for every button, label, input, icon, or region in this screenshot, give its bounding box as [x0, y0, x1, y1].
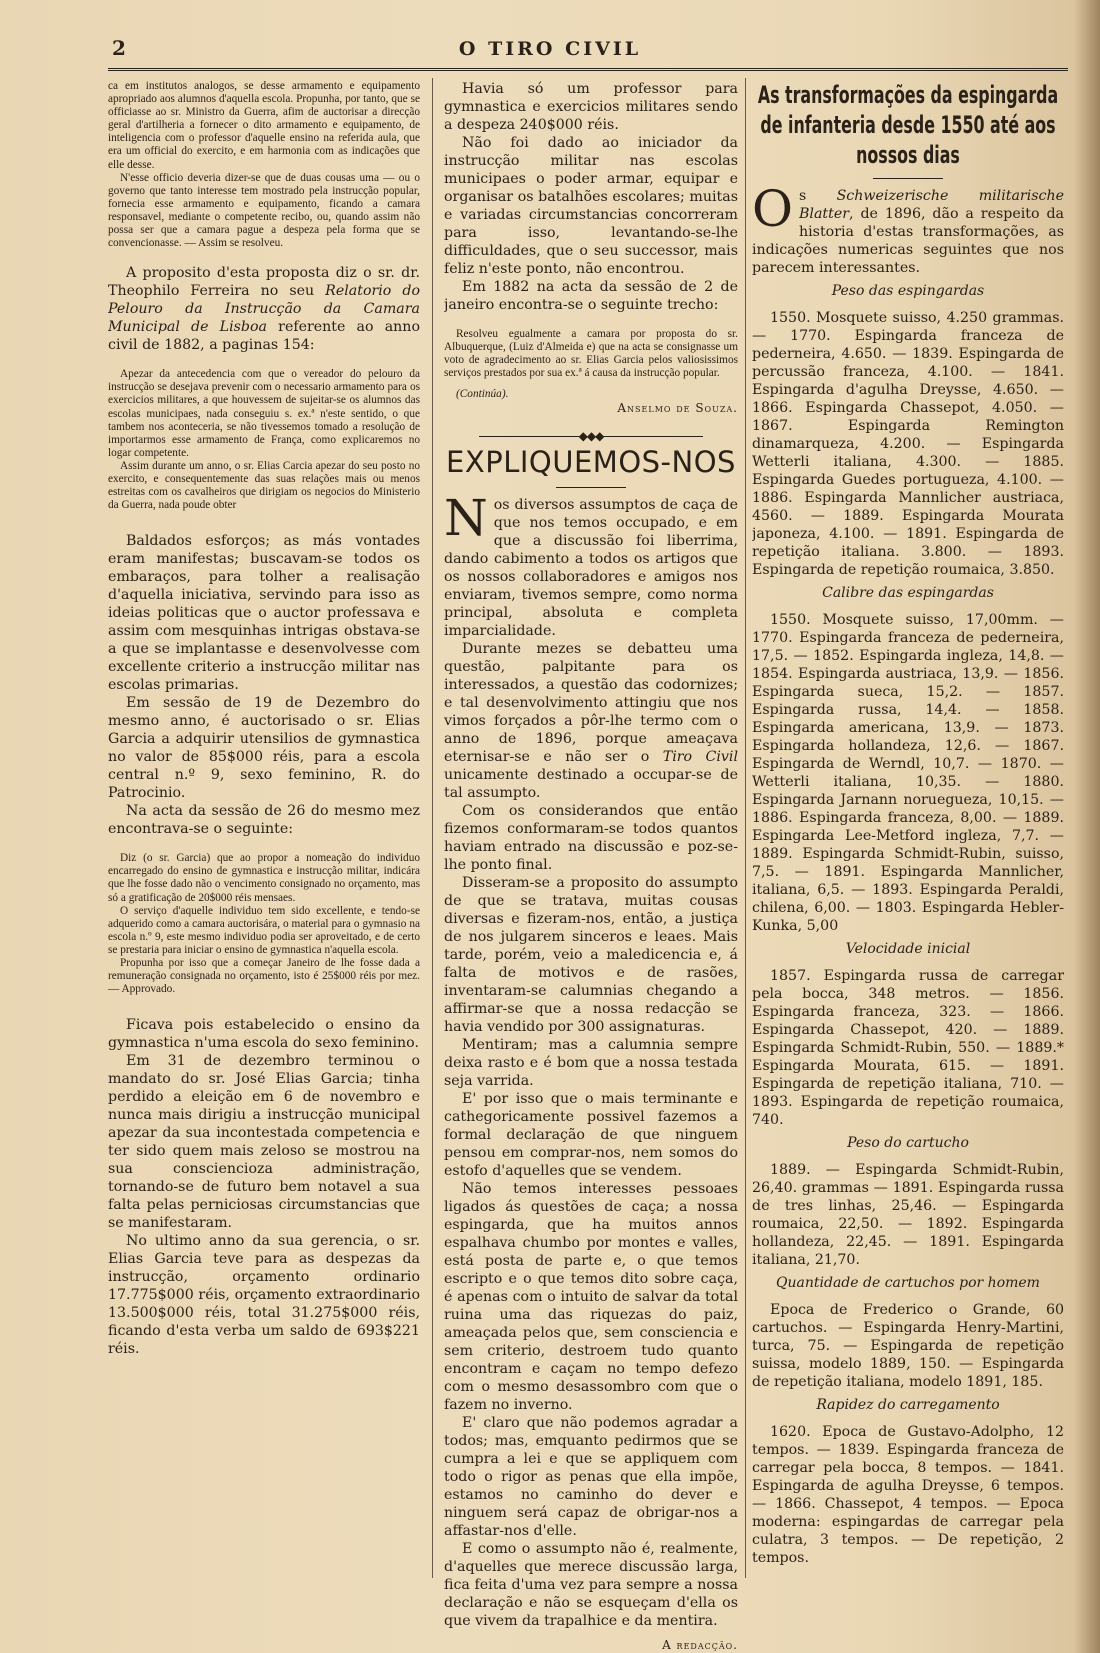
- paragraph: Em 31 de dezembro terminou o mandato do sr. José Elias Garcia; tinha perdido a eleição em 6 de novembro e nunca mais dirigiu a instrucção municipal apezar da sua incontestada competencia e ter sido quem mais zeloso se mostrou na sua consciencioza administração, tornando-se de futuro bem notavel a sua falta pelas perniciosas circumstancias que se manifestaram.: [108, 1053, 420, 1232]
- paragraph: Disseram-se a proposito do assumpto de que se tratava, muitas cousas diversas e fizeram-nos, então, a justiça de nos julgarem sinceros e leaes. Mais tarde, porém, veio a maledicencia e, á falta de motivos e de rasões, inventaram-se calumnias chegando a affirmar-se que a nossa redacção se havia vendido por 300 assignaturas.: [444, 875, 738, 1036]
- paragraph: E como o assumpto não é, realmente, d'aquelles que merece discussão larga, fica feita d'uma vez para sempre a nossa declaração e não se esqueçam d'ella os que vivem da trapalhice e da mentira.: [444, 1541, 738, 1630]
- column-divider: [432, 78, 433, 1578]
- drop-cap: O: [752, 180, 793, 238]
- paragraph: Baldados esforços; as más vontades eram manifestas; buscavam-se todos os embaraços, para tolher a realisação d'aquella iniciativa, servindo para isso as ideias politicas que o auctor professava e assim com mesquinhas intrigas obstava-se a que se implantasse e desenvolvesse com excellente criterio a instrucção militar nas escolas primarias.: [108, 533, 420, 694]
- drop-cap: N: [444, 489, 488, 548]
- paragraph: E' claro que não podemos agradar a todos; mas, emquanto pedirmos que se cumpra a lei e que se appliquem com todo o rigor as penas que ella impõe, estamos no caminho do dever e ninguem será capaz de obrigar-nos a affastar-nos d'elle.: [444, 1415, 738, 1540]
- header-rule: [108, 68, 1068, 71]
- paragraph: Ficava pois estabelecido o ensino da gymnastica n'uma escola do sexo feminino.: [108, 1017, 420, 1052]
- page-edge-shadow: [1074, 0, 1100, 1653]
- page-number: 2: [112, 36, 126, 60]
- column-divider: [745, 78, 746, 1578]
- continua-note: (Continúa).: [456, 388, 509, 401]
- quoted-paragraph: Propunha por isso que a começar Janeiro de lhe fosse dada a remuneração consignada no orçamento, isto é 25$000 réis por mez. — Approvado.: [108, 957, 420, 996]
- column-3: [752, 80, 1064, 1567]
- paragraph: Nos diversos assumptos de caça de que nos temos occupado, e em que a discussão foi liberrima, dando cabimento a todos os artigos que os nossos collaboradores e amigos nos enviaram, tivemos sempre, como norma principal, absoluta e completa imparcialidade.: [444, 489, 738, 640]
- paragraph: No ultimo anno da sua gerencia, o sr. Elias Garcia teve para as despezas da instrucção, orçamento ordinario 17.775$000 réis, orçamento extraordinario 13.500$000 réis, total 31.275$000 réis, ficando d'esta verba um saldo de 693$221 réis.: [108, 1233, 420, 1358]
- masthead-title: O TIRO CIVIL: [458, 38, 642, 60]
- section-title: Calibre das espingardas: [822, 585, 994, 601]
- section-ornament: ◆◆◆: [444, 429, 738, 443]
- article-headline: EXPLIQUEMOS-NOS: [446, 445, 736, 480]
- section-title: Velocidade inicial: [845, 941, 971, 957]
- paragraph: ca em institutos analogos, se desse armamento e equipamento apropriado aos alumnos d'aquella escola. Propunha, por tanto, que se officiasse ao sr. Ministro da Guerra, afim de auctorisar a direcção geral d'artilheria a fornecer o dito armamento e equipamento, de inteligencia com o professor d'aquelle ensino na referida aula, que era um official do exercito, e em harmonia com as indicações que elle desse.: [108, 80, 420, 171]
- paragraph: 1857. Espingarda russa de carregar pela bocca, 348 metros. — 1856. Espingarda franceza, 323. — 1866. Espingarda Chassepot, 420. — 1889. Espingarda Schmidt-Rubin, 550. — 1889.* Espingarda Mourata, 615. — 1891. Espingarda de repetição italiana, 710. — 1893. Espingarda de repetição roumaica, 740.: [752, 968, 1064, 1128]
- paragraph: Em 1882 na acta da sessão de 2 de janeiro encontra-se o seguinte trecho:: [444, 279, 738, 313]
- column-1: [108, 80, 420, 1358]
- article-headline: As transformações da espingarda de infanteria desde 1550 até aos nossos dias: [757, 81, 1059, 169]
- quoted-paragraph: Apezar da antecedencia com que o vereador do pelouro da instrucção se desejava prevenir com o necessario armamento para os exercicios militares, a que houvessem de sujeitar-se os alumnos das escolas municipaes, nada conseguiu s. ex.ª n'este sentido, o que tambem nos aconteceria, se não tivessemos tomado a resolução de importarmos esse armamento de França, como explicaremos no logar competente.: [108, 368, 420, 459]
- paragraph: 1550. Mosquete suisso, 17,00mm. — 1770. Espingarda franceza de pederneira, 17,5. — 1852. Espingarda ingleza, 14,8. — 1854. Espingarda austriaca, 13,9. — 1856. Espingarda sueca, 15,2. — 1857. Espingarda russa, 14,4. — 1858. Espingarda americana, 13,9. — 1873. Espingarda hollandeza, 12,6. — 1867. Espingarda de Werndl, 10,7. — 1870. — Wetterli italiana, 10,35. — 1880. Espingarda Jarnann norueguеza, 10,15. — 1886. Espingarda franceza, 8,00. — 1889. Espingarda Lee-Metford ingleza, 7,7. — 1889. Espingarda Schmidt-Rubin, suisso, 7,5. — 1891. Espingarda Mannlicher, italiana, 6,5. — 1893. Espingarda Peraldi, chilena, 6,00. — 1803. Espingarda Hebler-Kunka, 5,00: [752, 612, 1064, 934]
- paragraph: 1550. Mosquete suisso, 4.250 grammas. — 1770. Espingarda franceza de pederneira, 4.650. — 1839. Espingarda de percussão franceza, 4.100. — 1841. Espingarda d'agulha Dreysse, 4.650. — 1866. Espingarda Chassepot, 4.050. — 1867. Espingarda Remington dinamarqueza, 4.200. — Espingarda Wetterli italiana, 4.300. — 1885. Espingarda Guedes portugueza, 4.100. — 1886. Espingarda Mannlicher austriaca, 4560. — 1889. Espingarda Mourata japoneza, 4.100. — 1891. Espingarda de repetição italiana. 3.800. — 1893. Espingarda de repetição roumaica, 3.850.: [752, 310, 1064, 578]
- paragraph: Não foi dado ao iniciador da instrucção militar nas escolas municipaes o poder armar, equipar e organisar os batalhões escolares; muitas e variadas circumstancias concorreram para isso, levantando-se-lhe difficuldades, que o seu successor, mais feliz n'este ponto, não encontrou.: [444, 135, 738, 277]
- paragraph: Na acta da sessão de 26 do mesmo mez encontrava-se o seguinte:: [108, 803, 420, 838]
- quoted-paragraph: Assim durante um anno, o sr. Elias Carcia apezar do seu posto no exercito, e consequentemente das suas relações mais ou menos estreitas com os cavalheiros que dirigiam os negocios do Ministerio da Guerra, nada poude obter: [108, 459, 420, 512]
- quoted-paragraph: O serviço d'aquelle individuo tem sido excellente, e tendo-se adquerido como a camara auctorisára, o material para o gymnasio na escola n.º 9, este mesmo individuo podia ser aproveitado, e de certo se prestaria para iniciar o ensino de gymnastica n'aquella escola.: [108, 904, 420, 956]
- paragraph: 1620. Epoca de Gustavo-Adolpho, 12 tempos. — 1839. Espingarda franceza de carregar pela bocca, 8 tempos. — 1841. Espingarda de agulha Dreysse, 6 tempos. — 1866. Chassepot, 4 tempos. — Epoca moderna: espingardas de carregar pela culatra, 3 tempos. — De repetição, 2 tempos.: [752, 1424, 1064, 1566]
- column-2: [444, 80, 738, 1652]
- paragraph: Em sessão de 19 de Dezembro do mesmo anno, é auctorisado o sr. Elias Garcia a adquirir utensilios de gymnastica no valor de 85$000 réis, para a escola central n.º 9, sexo feminino, R. do Patrocinio.: [108, 695, 420, 802]
- quoted-paragraph: Diz (o sr. Garcia) que ao propor a nomeação do individuo encarregado do ensino de gymnastica e instrucção militar, indicára que lhe fosse dado não o vencimento consignado no orçamento, mas só a gratificação de 20$000 réis mensaes.: [108, 852, 420, 904]
- section-title: Peso do cartucho: [847, 1135, 969, 1151]
- paragraph: E' por isso que o mais terminante e cathegoricamente possivel fazemos a formal declaração de que ninguem pensou em comprar-nos, nem somos do estofo d'aquelles que se vendem.: [444, 1091, 738, 1180]
- paragraph: A proposito d'esta proposta diz o sr. dr. Theophilo Ferreira no seu Relatorio do Pelouro da Instrucção da Camara Municipal de Lisboa referente ao anno civil de 1882, a paginas 154:: [108, 265, 420, 354]
- paragraph: Havia só um professor para gymnastica e exercicios militares sendo a despeza 240$000 réis.: [444, 81, 738, 133]
- paragraph: Epoca de Frederico o Grande, 60 cartuchos. — Espingarda Henry-Martini, turca, 75. — Espingarda de repetição suissa, modelo 1889, 150. — Espingarda de repetição italiana, modelo 1891, 185.: [752, 1302, 1064, 1390]
- paragraph: Durante mezes se debatteu uma questão, palpitante para os interessados, a questão das codornizes; e tal desenvolvimento attingiu que nos vimos forçados a pôr-lhe termo com o anno de 1896, porque ameaçava eternisar-se e não ser o Tiro Civil unicamente destinado a occupar-se de tal assumpto.: [444, 641, 738, 802]
- paragraph: Os Schweizerische militarische Blatter, de 1896, dão a respeito da historia d'estas transformações, as indicações numericas seguintes que nos parecem interessantes.: [752, 180, 1064, 276]
- section-title: Peso das espingardas: [831, 283, 985, 299]
- paragraph: Mentiram; mas a calumnia sempre deixa rasto e é bom que a nossa testada seja varrida.: [444, 1037, 738, 1090]
- paragraph: 1889. — Espingarda Schmidt-Rubin, 26,40. grammas — 1891. Espingarda russa de tres linhas, 25,46. — Espingarda roumaica, 22,50. — 1892. Espingarda hollandeza, 22,45. — 1891. Espingarda italiana, 21,70.: [752, 1162, 1064, 1268]
- section-title: Rapidez do carregamento: [816, 1397, 1000, 1413]
- editorial-signature: A redacção.: [662, 1638, 738, 1653]
- paragraph: N'esse officio deveria dizer-se que de duas cousas uma — ou o governo que tanto interesse tem mostrado pela instrucção popular, fornecia esse armamento e equipamento, ficando a camara responsavel, mediante o competente recibo, ou, quando assim não possa ser que a camara pague a despeza pela forma que se convencionasse. — Assim se resolveu.: [108, 171, 420, 250]
- quoted-paragraph: Resolveu egualmente a camara por proposta do sr. Albuquerque, (Luiz d'Almeida e) que na acta se consignasse um voto de agradecimento ao sr. Elias Garcia pelos valiosissimos serviços prestados por sua ex.ª á causa da instrucção popular.: [444, 328, 738, 380]
- paragraph: Não temos interesses pessoaes ligados ás questões de caça; a nossa espingarda, que ha muitos annos espalhava chumbo por montes e valles, está posta de parte e, o que temos escripto e o que temos dito sobre caça, é apenas com o intuito de salvar da total ruina uma das riquezas do paiz, ameaçada pelos que, sem consciencia e sem criterio, destroem tudo quanto encontram e caçam no tempo defezo com o mesmo desassombro com que o fazem no inverno.: [444, 1181, 738, 1414]
- divider: [556, 487, 626, 488]
- paragraph: Com os considerandos que então fizemos conformaram-se todos quantos haviam entrado na discussão e poz-se-lhe ponto final.: [444, 803, 738, 874]
- author-signature: Anselmo de Souza.: [617, 401, 738, 416]
- section-title: Quantidade de cartuchos por homem: [776, 1275, 1040, 1291]
- divider: [873, 178, 943, 179]
